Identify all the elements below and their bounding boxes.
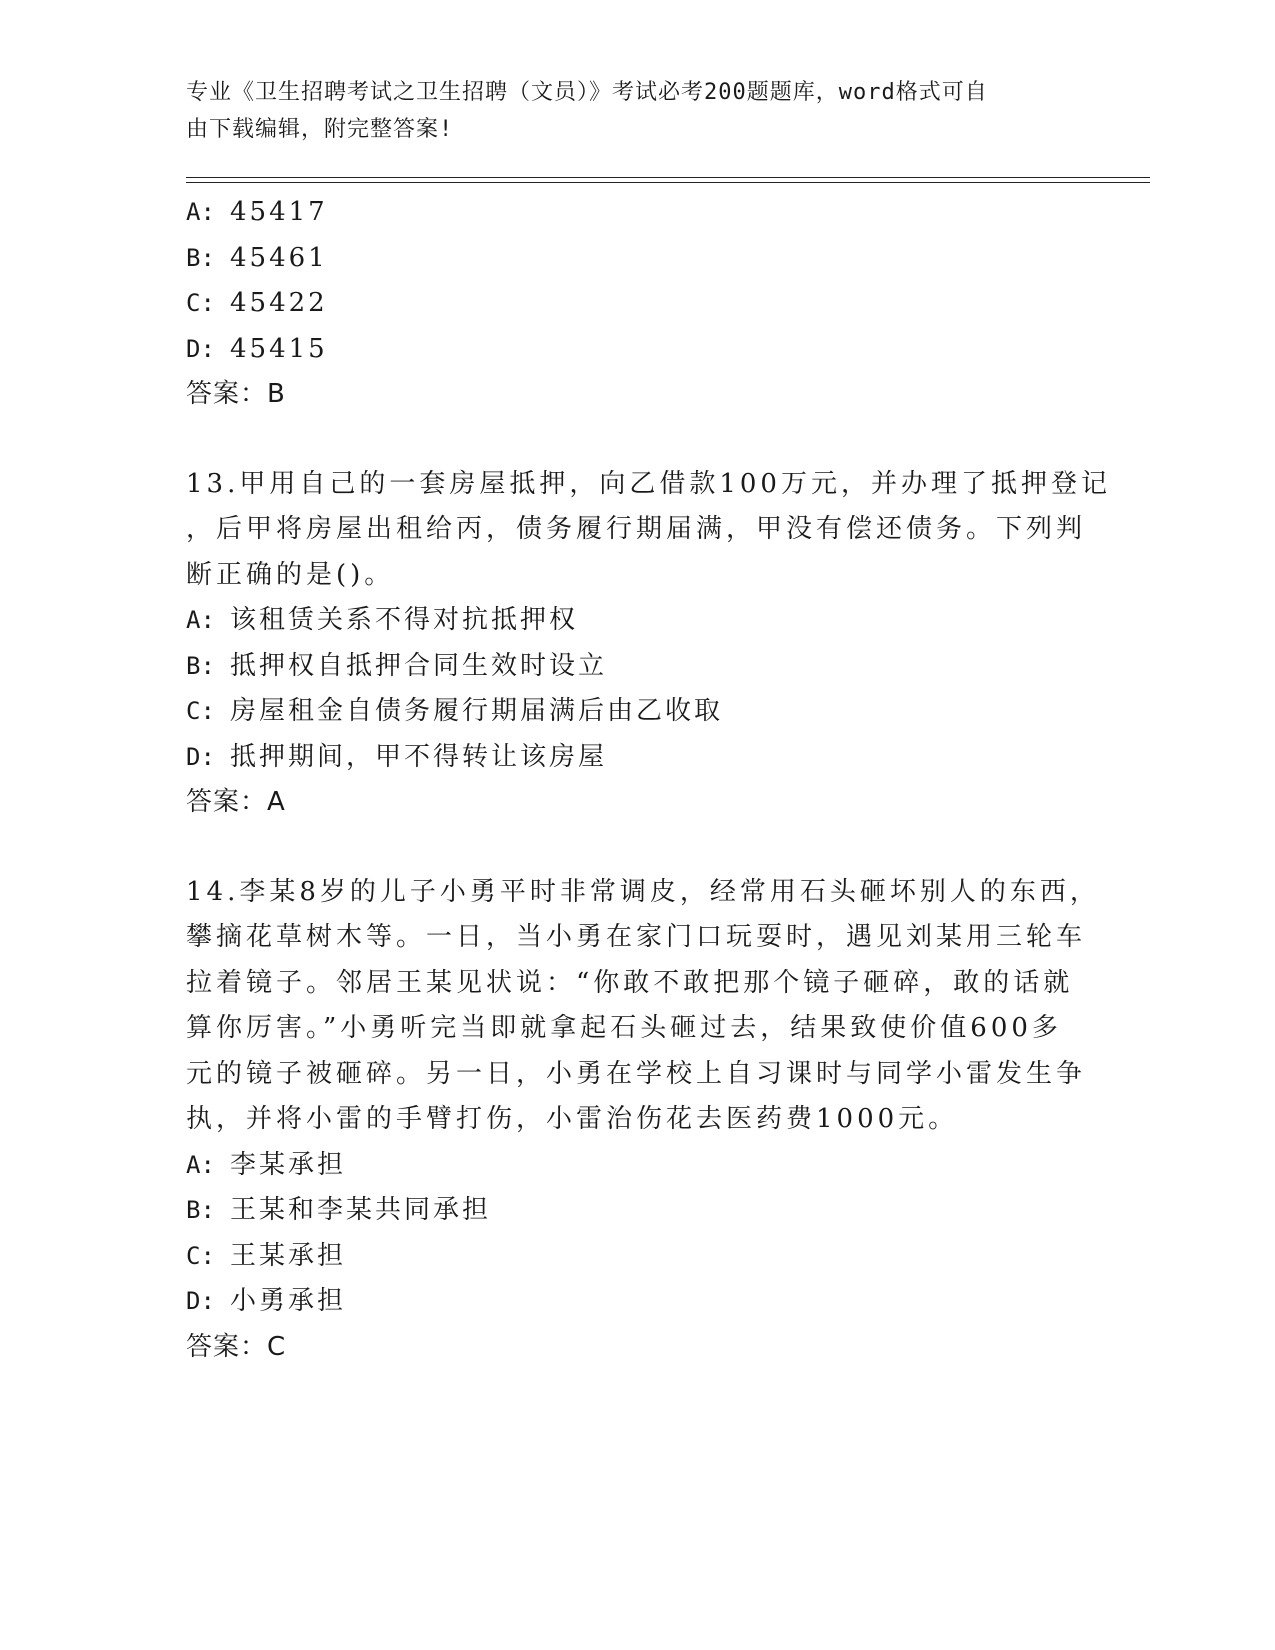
- answer-line: 答案：A: [186, 787, 286, 817]
- header-divider-bottom: [186, 182, 1150, 183]
- question-12: [186, 190, 1086, 418]
- question-stem-line: 拉着镜子。邻居王某见状说：“你敢不敢把那个镜子砸碎，敢的话就: [186, 967, 1074, 998]
- question-13: [186, 462, 1111, 826]
- option-c: C: 王某承担: [186, 1240, 347, 1271]
- option-c: C: 房屋租金自债务履行期届满后由乙收取: [186, 696, 724, 726]
- question-stem-line: 执，并将小雷的手臂打伤，小雷治伤花去医药费1000元。: [186, 1104, 959, 1134]
- question-stem-line: ，后甲将房屋出租给丙，债务履行期届满，甲没有偿还债务。下列判: [186, 514, 1087, 544]
- option-b: B: 王某和李某共同承担: [186, 1195, 492, 1225]
- option-b: B: 45461: [186, 242, 328, 273]
- document-header: [186, 74, 1066, 148]
- question-content: [186, 190, 1111, 1370]
- option-a: A: 45417: [186, 197, 328, 227]
- header-divider-top: [186, 177, 1150, 178]
- option-c: C: 45422: [186, 288, 328, 318]
- question-stem-line: 算你厉害。”小勇听完当即就拿起石头砸过去，结果致使价值600多: [186, 1013, 1062, 1043]
- question-stem-line: 13.甲用自己的一套房屋抵押，向乙借款100万元，并办理了抵押登记: [186, 468, 1111, 499]
- question-stem-line: 断正确的是()。: [186, 559, 395, 590]
- option-b: B: 抵押权自抵押合同生效时设立: [186, 650, 608, 681]
- question-stem-line: 攀摘花草树木等。一日，当小勇在家门口玩耍时，遇见刘某用三轮车: [186, 922, 1087, 952]
- option-d: D: 45415: [186, 333, 328, 364]
- header-line-2: 由下载编辑，附完整答案!: [186, 117, 454, 142]
- option-d: D: 小勇承担: [186, 1286, 347, 1316]
- spacer: [186, 826, 1086, 870]
- option-a: A: 该租赁关系不得对抗抵押权: [186, 605, 579, 635]
- answer-line: 答案：B: [186, 379, 286, 409]
- spacer: [186, 418, 1086, 462]
- question-stem-line: 14.李某8岁的儿子小勇平时非常调皮，经常用石头砸坏别人的东西，: [186, 876, 1100, 907]
- header-line-1: 专业《卫生招聘考试之卫生招聘（文员）》考试必考200题题库，word格式可自: [186, 80, 988, 105]
- question-14: [186, 870, 1100, 1371]
- option-a: A: 李某承担: [186, 1149, 347, 1180]
- answer-line: 答案：C: [186, 1331, 287, 1362]
- option-d: D: 抵押期间，甲不得转让该房屋: [186, 741, 608, 772]
- question-stem-line: 元的镜子被砸碎。另一日，小勇在学校上自习课时与同学小雷发生争: [186, 1058, 1087, 1089]
